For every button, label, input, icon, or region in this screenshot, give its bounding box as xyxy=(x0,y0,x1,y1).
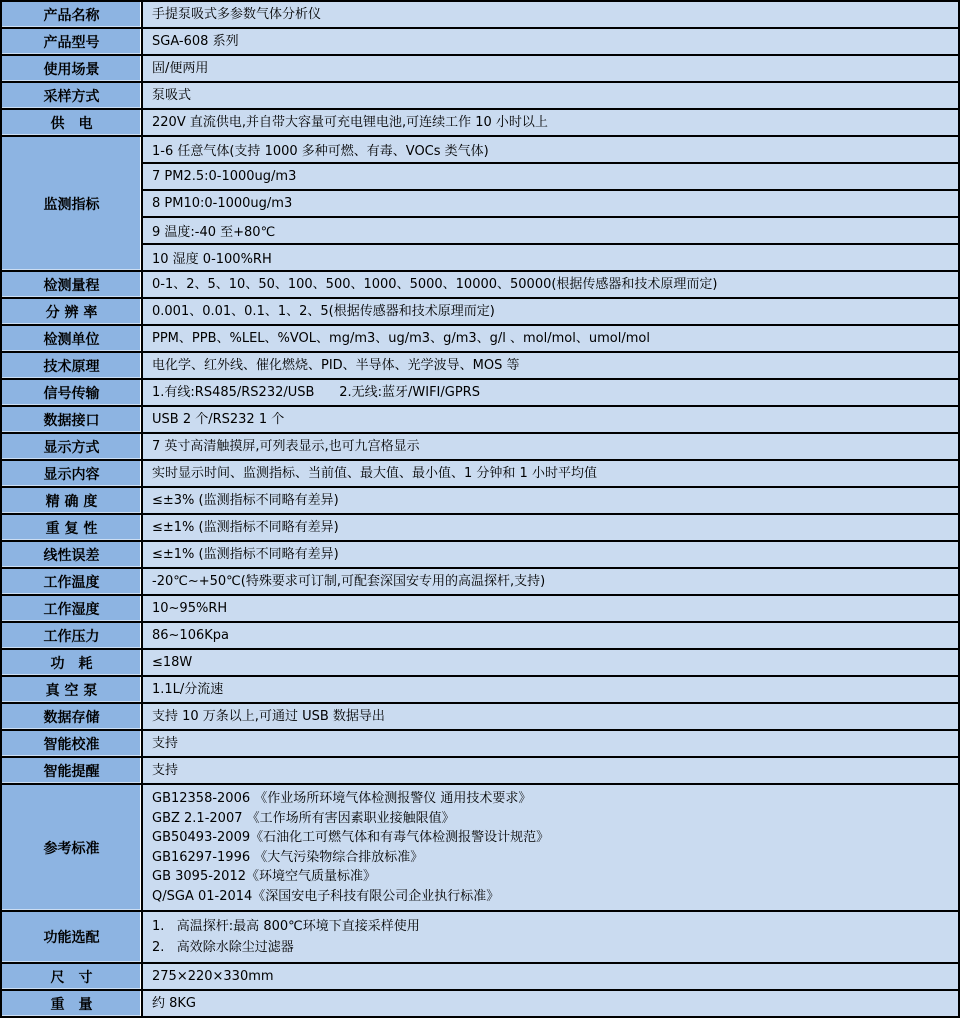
standard-item: GB16297-1996 《大气污染物综合排放标准》 xyxy=(152,849,424,865)
row-label: 检测量程 xyxy=(2,272,143,297)
indicator-item: 9 温度:-40 至+80℃ xyxy=(143,218,958,245)
row-label: 重 复 性 xyxy=(2,515,143,540)
table-row-optional-features xyxy=(2,912,958,964)
indicator-item: 10 湿度 0-100%RH xyxy=(143,245,958,270)
row-value: 1.有线:RS485/RS232/USB 2.无线:蓝牙/WIFI/GPRS xyxy=(143,380,958,405)
monitoring-indicator-list xyxy=(143,137,958,270)
standard-item: GB12358-2006 《作业场所环境气体检测报警仪 通用技术要求》 xyxy=(152,791,532,806)
table-row-repeatability xyxy=(2,515,958,542)
option-item: 2. 高效除水除尘过滤器 xyxy=(152,940,294,955)
row-value: ≤±3% (监测指标不同略有差异) xyxy=(143,488,958,513)
table-row-display-content xyxy=(2,461,958,488)
table-row-power-supply xyxy=(2,110,958,137)
indicator-item: 1-6 任意气体(支持 1000 多种可燃、有毒、VOCs 类气体) xyxy=(143,137,958,164)
row-value: 支持 xyxy=(143,758,958,783)
row-label: 显示方式 xyxy=(2,434,143,459)
row-value: 固/便两用 xyxy=(143,56,958,81)
row-value: 手提泵吸式多参数气体分析仪 xyxy=(143,2,958,27)
table-row-usage-scene xyxy=(2,56,958,83)
indicator-item: 7 PM2.5:0-1000ug/m3 xyxy=(143,164,958,191)
table-row-data-storage xyxy=(2,704,958,731)
row-label: 参考标准 xyxy=(2,785,143,910)
standard-item: Q/SGA 01-2014《深国安电子科技有限公司企业执行标准》 xyxy=(152,888,500,904)
row-label: 重 量 xyxy=(2,991,143,1016)
row-value: -20℃~+50℃(特殊要求可订制,可配套深国安专用的高温探杆,支持) xyxy=(143,569,958,594)
row-value: 86~106Kpa xyxy=(143,623,958,648)
table-row-power-consumption xyxy=(2,650,958,677)
row-label: 线性误差 xyxy=(2,542,143,567)
table-row-working-pressure xyxy=(2,623,958,650)
indicator-item: 8 PM10:0-1000ug/m3 xyxy=(143,191,958,218)
standard-item: GB50493-2009《石油化工可燃气体和有毒气体检测报警设计规范》 xyxy=(152,830,550,845)
table-row-working-humidity xyxy=(2,596,958,623)
table-row-detection-range xyxy=(2,272,958,299)
row-label: 采样方式 xyxy=(2,83,143,108)
row-label: 工作湿度 xyxy=(2,596,143,621)
table-row-reference-standards xyxy=(2,785,958,912)
table-row-accuracy xyxy=(2,488,958,515)
row-label: 功能选配 xyxy=(2,912,143,962)
row-value: 电化学、红外线、催化燃烧、PID、半导体、光学波导、MOS 等 xyxy=(143,353,958,378)
row-label: 工作压力 xyxy=(2,623,143,648)
table-row-data-interface xyxy=(2,407,958,434)
row-value: 220V 直流供电,并自带大容量可充电锂电池,可连续工作 10 小时以上 xyxy=(143,110,958,135)
table-row-technical-principle xyxy=(2,353,958,380)
row-label: 分 辨 率 xyxy=(2,299,143,324)
row-value: SGA-608 系列 xyxy=(143,29,958,54)
row-label: 监测指标 xyxy=(2,137,143,270)
row-label: 功 耗 xyxy=(2,650,143,675)
option-item: 1. 高温探杆:最高 800℃环境下直接采样使用 xyxy=(152,919,420,934)
row-label: 尺 寸 xyxy=(2,964,143,989)
row-label: 产品型号 xyxy=(2,29,143,54)
row-label: 智能提醒 xyxy=(2,758,143,783)
optional-feature-list xyxy=(143,912,958,962)
standard-item: GB 3095-2012《环境空气质量标准》 xyxy=(152,869,376,884)
row-label: 技术原理 xyxy=(2,353,143,378)
row-value: 约 8KG xyxy=(143,991,958,1016)
reference-standard-list xyxy=(143,785,958,910)
table-row-product-name xyxy=(2,2,958,29)
row-label: 使用场景 xyxy=(2,56,143,81)
table-row-smart-reminder xyxy=(2,758,958,785)
row-value: 0-1、2、5、10、50、100、500、1000、5000、10000、50000(根据传感器和技术原理而定) xyxy=(143,272,958,297)
row-value: 7 英寸高清触摸屏,可列表显示,也可九宫格显示 xyxy=(143,434,958,459)
table-row-weight xyxy=(2,991,958,1016)
table-row-working-temperature xyxy=(2,569,958,596)
table-row-resolution xyxy=(2,299,958,326)
table-row-signal-transmission xyxy=(2,380,958,407)
row-value: 支持 10 万条以上,可通过 USB 数据导出 xyxy=(143,704,958,729)
row-value: USB 2 个/RS232 1 个 xyxy=(143,407,958,432)
row-label: 真 空 泵 xyxy=(2,677,143,702)
row-value: 275×220×330mm xyxy=(143,964,958,989)
row-value: ≤±1% (监测指标不同略有差异) xyxy=(143,515,958,540)
table-row-smart-calibration xyxy=(2,731,958,758)
row-label: 产品名称 xyxy=(2,2,143,27)
row-label: 数据存储 xyxy=(2,704,143,729)
standard-item: GBZ 2.1-2007 《工作场所有害因素职业接触限值》 xyxy=(152,810,455,826)
row-value: 实时显示时间、监测指标、当前值、最大值、最小值、1 分钟和 1 小时平均值 xyxy=(143,461,958,486)
row-value: PPM、PPB、%LEL、%VOL、mg/m3、ug/m3、g/m3、g/l 、mol/mol、umol/mol xyxy=(143,326,958,351)
table-row-model xyxy=(2,29,958,56)
row-label: 检测单位 xyxy=(2,326,143,351)
row-label: 信号传输 xyxy=(2,380,143,405)
row-value: 支持 xyxy=(143,731,958,756)
table-row-display-mode xyxy=(2,434,958,461)
row-value: 泵吸式 xyxy=(143,83,958,108)
table-row-monitoring-indicators xyxy=(2,137,958,272)
table-row-linearity-error xyxy=(2,542,958,569)
row-label: 显示内容 xyxy=(2,461,143,486)
row-label: 工作温度 xyxy=(2,569,143,594)
table-row-vacuum-pump xyxy=(2,677,958,704)
row-value: 10~95%RH xyxy=(143,596,958,621)
row-value: 0.001、0.01、0.1、1、2、5(根据传感器和技术原理而定) xyxy=(143,299,958,324)
row-value: ≤18W xyxy=(143,650,958,675)
table-row-detection-unit xyxy=(2,326,958,353)
table-row-sampling-method xyxy=(2,83,958,110)
row-label: 供 电 xyxy=(2,110,143,135)
row-value: 1.1L/分流速 xyxy=(143,677,958,702)
row-value: ≤±1% (监测指标不同略有差异) xyxy=(143,542,958,567)
row-label: 数据接口 xyxy=(2,407,143,432)
row-label: 智能校准 xyxy=(2,731,143,756)
table-row-dimensions xyxy=(2,964,958,991)
row-label: 精 确 度 xyxy=(2,488,143,513)
